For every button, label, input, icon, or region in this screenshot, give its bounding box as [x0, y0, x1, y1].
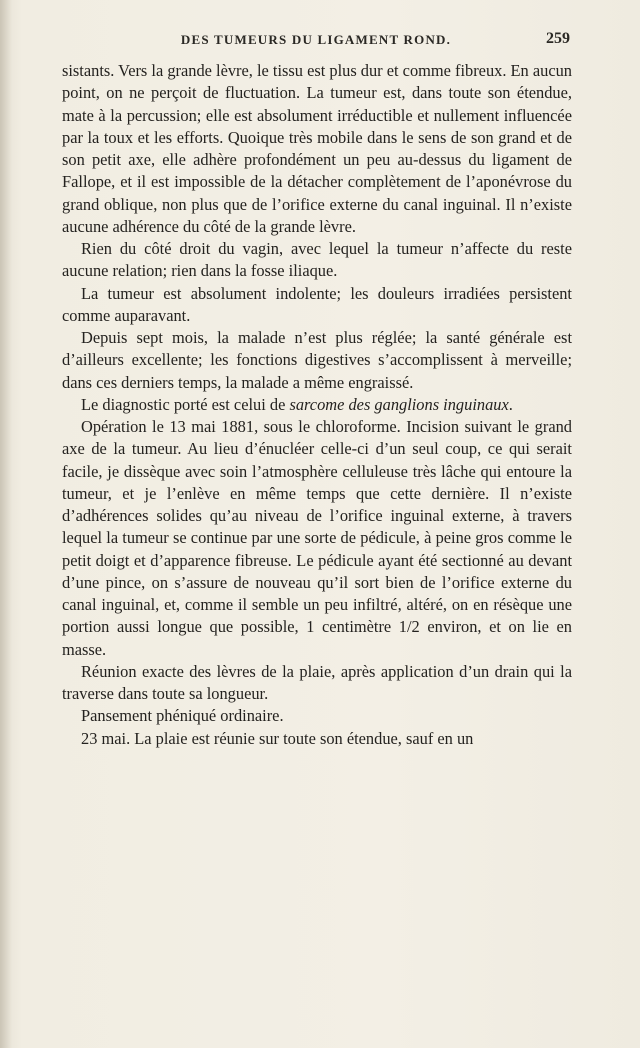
paragraph-operation: Opération le 13 mai 1881, sous le chloroforme. Incision suivant le grand axe de la tumeur. Au lieu d’énucléer celle-ci d’un seul coup, ce qui serait facile, je dissèque avec soin l’atmosphère celluleuse très lâche qui entoure la tumeur, et je l’enlève en même temps que cette dernière. Il n’existe d’adhérences solides qu’au niveau de l’orifice inguinal externe, à travers lequel la tumeur se continue par une sorte de pédicule, à peine gros comme le petit doigt et d’apparence fibreuse. Le pédicule ayant été sectionné au devant d’une pince, on s’assure de nouveau qu’il sort bien de l’orifice externe du canal inguinal, et, comme il semble un peu infiltré, altéré, on en résèque une portion aussi longue que possible, 1 centimètre 1/2 environ, et on lie en masse.	[62, 417, 572, 659]
diagnostic-lead: Le diagnostic porté est celui de	[81, 394, 290, 414]
paragraph-pansement: Pansement phéniqué ordinaire.	[81, 706, 284, 726]
paragraph-diagnostic	[62, 394, 572, 416]
diagnostic-end: .	[508, 394, 513, 414]
page-number: 259	[546, 30, 570, 47]
page-edge-shadow	[0, 0, 12, 1048]
diagnostic-italic: sarcome des ganglions inguinaux	[289, 394, 509, 414]
paragraph-continuation: sistants. Vers la grande lèvre, le tissu est plus dur et comme fibreux. En aucun point, on ne perçoit de fluctuation. La tumeur est, dans toute son étendue, mate à la percussion; elle est absolument irréductible et nullement influencée par la toux et les efforts. Quoique très mobile dans le sens de son grand et de son petit axe, elle adhère profondément un peu au-dessus du ligament de Fallope, et il est impossible de la détacher complètement de l’aponévrose du grand oblique, non plus que de l’orifice externe du canal inguinal. Il n’existe aucune adhérence du côté de la grande lèvre.	[62, 61, 572, 236]
paragraph-indolente: La tumeur est absolument indolente; les douleurs irradiées persistent comme auparavant.	[62, 283, 572, 325]
paragraph-sante: Depuis sept mois, la malade n’est plus réglée; la santé générale est d’ailleurs excellente; les fonctions digestives s’accomplissent à merveille; dans ces derniers temps, la malade a même engraissé.	[62, 328, 572, 392]
paragraph-vagin: Rien du côté droit du vagin, avec lequel la tumeur n’affecte du reste aucune relation; rien dans la fosse iliaque.	[62, 239, 572, 281]
running-head	[62, 30, 570, 52]
paragraph-reunion: Réunion exacte des lèvres de la plaie, après application d’un drain qui la traverse dans toute sa longueur.	[62, 661, 572, 703]
paragraph-23-mai: 23 mai. La plaie est réunie sur toute son étendue, sauf en un	[81, 728, 474, 748]
body-text	[62, 60, 572, 750]
running-title: DES TUMEURS DU LIGAMENT ROND.	[180, 32, 452, 47]
